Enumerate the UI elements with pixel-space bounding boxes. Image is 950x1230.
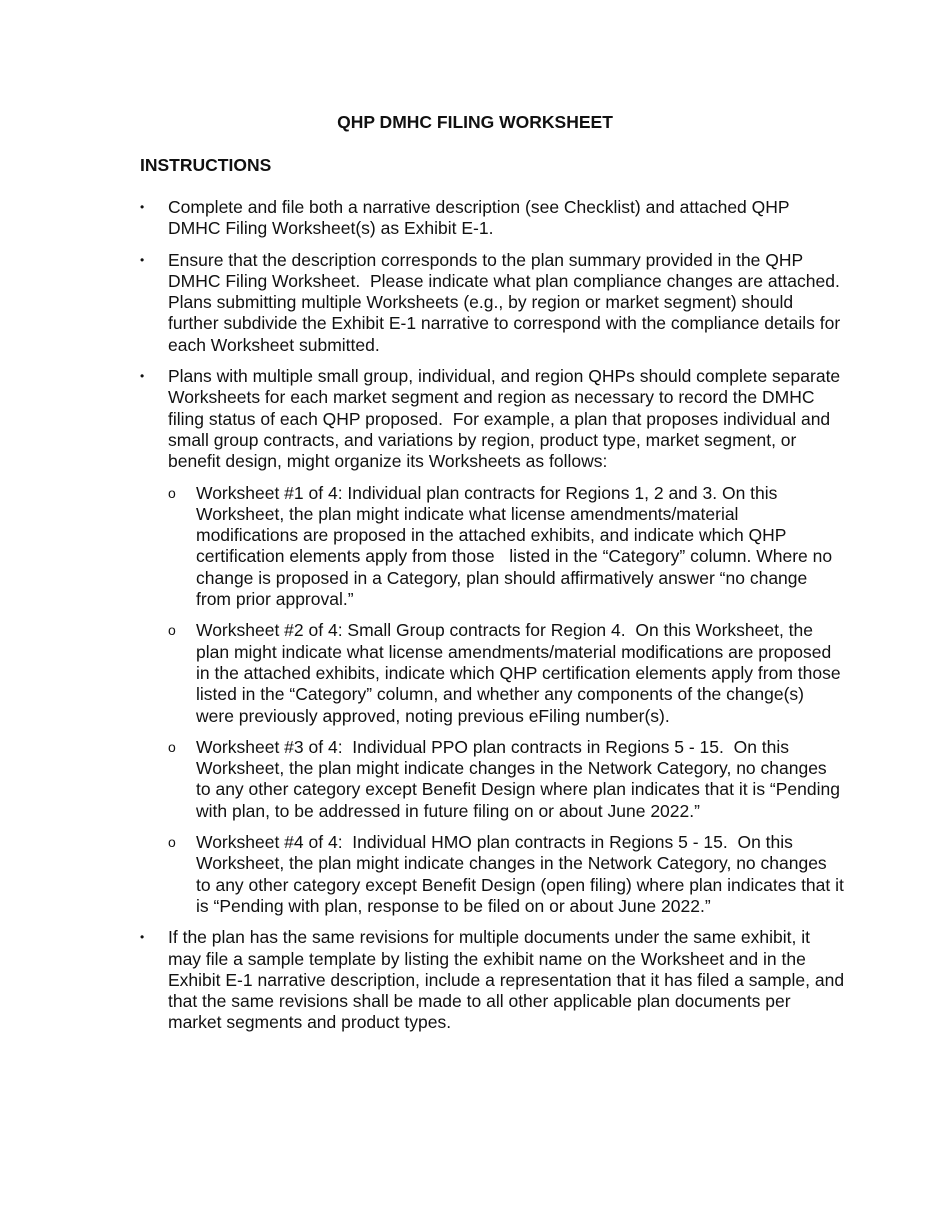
instruction-text: Complete and file both a narrative description (see Checklist) and attached QHP DMHC Filing Worksheet(s) as Exhibit E-1. bbox=[168, 197, 795, 239]
worksheet-example-item bbox=[168, 737, 845, 822]
section-heading-instructions: INSTRUCTIONS bbox=[140, 155, 272, 175]
sub-bullet-marker: o bbox=[168, 738, 176, 755]
worksheet-example-text: Worksheet #4 of 4: Individual HMO plan contracts in Regions 5 - 15. On this Worksheet, the plan might indicate changes in the Network Category, no changes to any other category except Benefit Design (open filing) where plan indicates that it is “Pending with plan, response to be filed on or about June 2022.” bbox=[196, 832, 849, 916]
worksheet-example-text: Worksheet #1 of 4: Individual plan contracts for Regions 1, 2 and 3. On this Worksheet, the plan might indicate what license amendments/material modifications are proposed in the attached exhibits, and indicate which QHP certification elements apply from those listed in the “Category” column. Where no change is proposed in a Category, plan should affirmatively answer “no change from prior approval.” bbox=[196, 482, 837, 610]
worksheet-example-item bbox=[168, 483, 845, 611]
instruction-bullet bbox=[140, 927, 849, 1033]
bullet-marker: • bbox=[140, 930, 145, 945]
instruction-text: Plans with multiple small group, individual, and region QHPs should complete separate Worksheets for each market segment and region as necessary to record the DMHC filing status of each QHP proposed. For example, a plan that proposes individual and small group contracts, and variations by region, product type, market segment, or benefit design, might organize its Worksheets as follows: bbox=[168, 366, 846, 472]
worksheet-example-text: Worksheet #2 of 4: Small Group contracts for Region 4. On this Worksheet, the plan might indicate what license amendments/material modifications are proposed in the attached exhibits, indicate which QHP certification elements apply from those listed in the “Category” column, and whether any components of the change(s) were previously approved, noting previous eFiling number(s). bbox=[196, 620, 846, 726]
sub-bullet-marker: o bbox=[168, 622, 176, 639]
instruction-bullet bbox=[140, 249, 850, 356]
sub-bullet-marker: o bbox=[168, 834, 176, 851]
worksheet-example-item bbox=[168, 832, 849, 917]
bullet-marker: • bbox=[140, 252, 145, 267]
instructions-list bbox=[140, 197, 850, 1044]
instruction-bullet bbox=[140, 366, 849, 917]
sub-bullet-marker: o bbox=[168, 484, 176, 501]
instruction-text: If the plan has the same revisions for multiple documents under the same exhibit, it may file a sample template by listing the exhibit name on the Worksheet and in the Exhibit E-1 narrative description, include a representation that it has filed a sample, and that the same revisions shall be made to all other applicable plan documents per market segments and product types. bbox=[168, 927, 849, 1033]
document-title: QHP DMHC FILING WORKSHEET bbox=[337, 112, 613, 132]
instruction-text: Ensure that the description corresponds to the plan summary provided in the QHP DMHC Filing Worksheet. Please indicate what plan compliance changes are attached. Plans submitting multiple Worksheets (e.g., by region or market segment) should further subdivide the Exhibit E-1 narrative to correspond with the compliance details for each Worksheet submitted. bbox=[168, 249, 850, 355]
bullet-marker: • bbox=[140, 200, 145, 214]
worksheet-example-item bbox=[168, 620, 845, 726]
worksheet-examples-list bbox=[168, 482, 849, 918]
instruction-bullet bbox=[140, 197, 845, 240]
bullet-marker: • bbox=[140, 369, 145, 384]
worksheet-example-text: Worksheet #3 of 4: Individual PPO plan contracts in Regions 5 - 15. On this Worksheet, the plan might indicate changes in the Network Category, no changes to any other category except Benefit Design where plan indicates that it is “Pending with plan, to be addressed in future filing on or about June 2022.” bbox=[196, 736, 845, 821]
